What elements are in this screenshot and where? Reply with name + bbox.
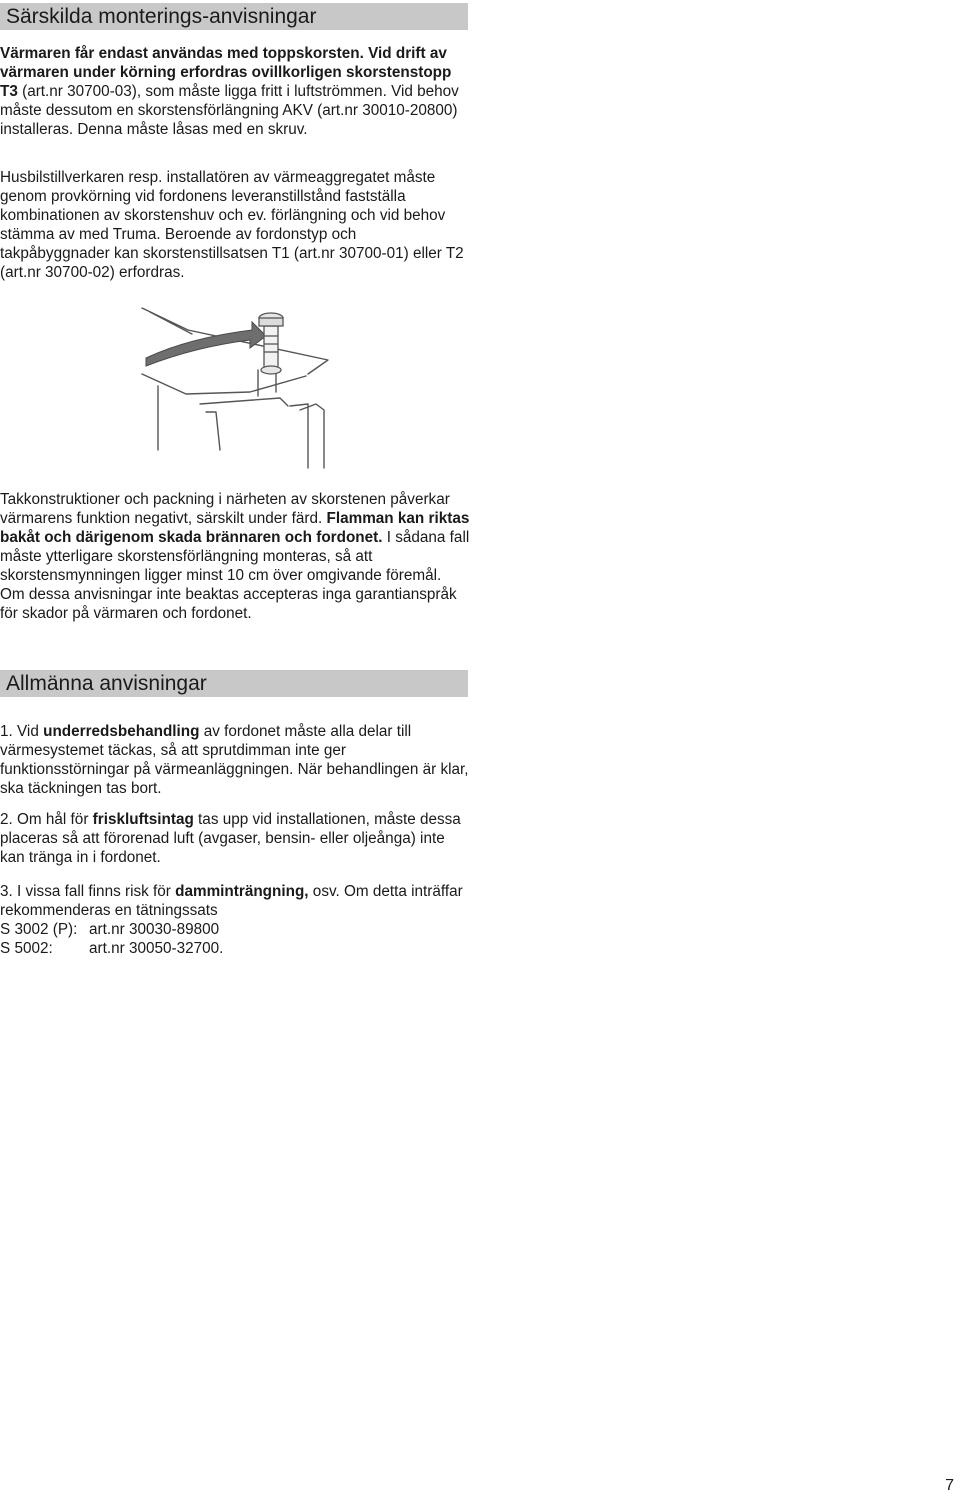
list-item-dust-bold: damminträngning,	[175, 883, 309, 900]
paragraph-manufacturer-test: Husbilstillverkaren resp. installatören av värmeaggregatet måste genom provkörning vid fordonens leveranstillstånd fastställa kombinationen av skorstenshuv och ev. förlängning och vid behov stämma av med Truma. Beroende av fordonstyp och takpåbyggnader kan skorstenstillsatsen T1 (art.nr 30700-01) eller T2 (art.nr 30700-02) erfordras.	[0, 169, 464, 281]
list-item-fresh-air-bold: friskluftsintag	[92, 811, 194, 828]
sealing-kit-value-2: art.nr 30050-32700.	[89, 940, 224, 957]
paragraph-roof-text1: Takkonstruktioner och packning i närheten av skorstenen påverkar värmarens funktion negativt, särskilt under färd.	[0, 491, 450, 527]
paragraph-chimney-requirement	[0, 44, 470, 139]
paragraph-roof-bold: Flamman kan riktas bakåt och därigenom skada brännaren och fordonet.	[0, 510, 470, 546]
sealing-kit-label-2: S 5002:	[0, 940, 53, 957]
list-item-fresh-air-post: tas upp vid installationen, måste dessa placeras så att förorenad luft (avgaser, bensin- eller oljeånga) inte kan tränga in i fordonet.	[0, 811, 461, 866]
list-item-underbody	[0, 722, 470, 798]
paragraph-chimney-rest: (art.nr 30700-03), som måste ligga fritt i luftströmmen. Vid behov måste dessutom en skorstensförlängning AKV (art.nr 30010-20800) installeras. Denna måste låsas med en skruv.	[0, 83, 459, 138]
roof-chimney-illustration	[140, 300, 340, 470]
sealing-kit-row-1	[0, 920, 470, 939]
list-item-dust-pre: 3. I vissa fall finns risk för	[0, 883, 176, 900]
chimney-cap-icon	[259, 313, 283, 374]
list-item-dust-post: osv. Om detta inträffar rekommenderas en tätningssats	[0, 883, 463, 919]
list-item-fresh-air	[0, 810, 470, 867]
sealing-kit-row-2	[0, 939, 470, 958]
sealing-kit-label-1: S 3002 (P):	[0, 921, 78, 938]
section-heading-special-mounting: Särskilda monterings-anvisningar	[0, 3, 468, 30]
paragraph-roof-construction	[0, 490, 470, 623]
list-item-underbody-post: av fordonet måste alla delar till värmesystemet täckas, så att sprutdimman inte ger funktionsstörningar på värmeanläggningen. När behandlingen är klar, ska täckningen tas bort.	[0, 723, 469, 797]
sealing-kit-value-1: art.nr 30030-89800	[89, 921, 220, 938]
section-heading-general: Allmänna anvisningar	[0, 670, 468, 697]
list-item-underbody-pre: 1. Vid	[0, 723, 44, 740]
list-item-fresh-air-pre: 2. Om hål för	[0, 811, 93, 828]
list-item-dust	[0, 882, 470, 958]
paragraph-roof-text2: I sådana fall måste ytterligare skorstensförlängning monteras, så att skorstensmynningen ligger minst 10 cm över omgivande föremål. Om dessa anvisningar inte beaktas accepteras inga garantianspråk för skador på värmaren och fordonet.	[0, 529, 470, 622]
list-item-underbody-bold: underredsbehandling	[43, 723, 200, 740]
paragraph-chimney-bold: Värmaren får endast användas med toppskorsten. Vid drift av värmaren under körning erfordras ovillkorligen skorstenstopp T3	[0, 45, 452, 100]
page-number: 7	[945, 1477, 954, 1494]
